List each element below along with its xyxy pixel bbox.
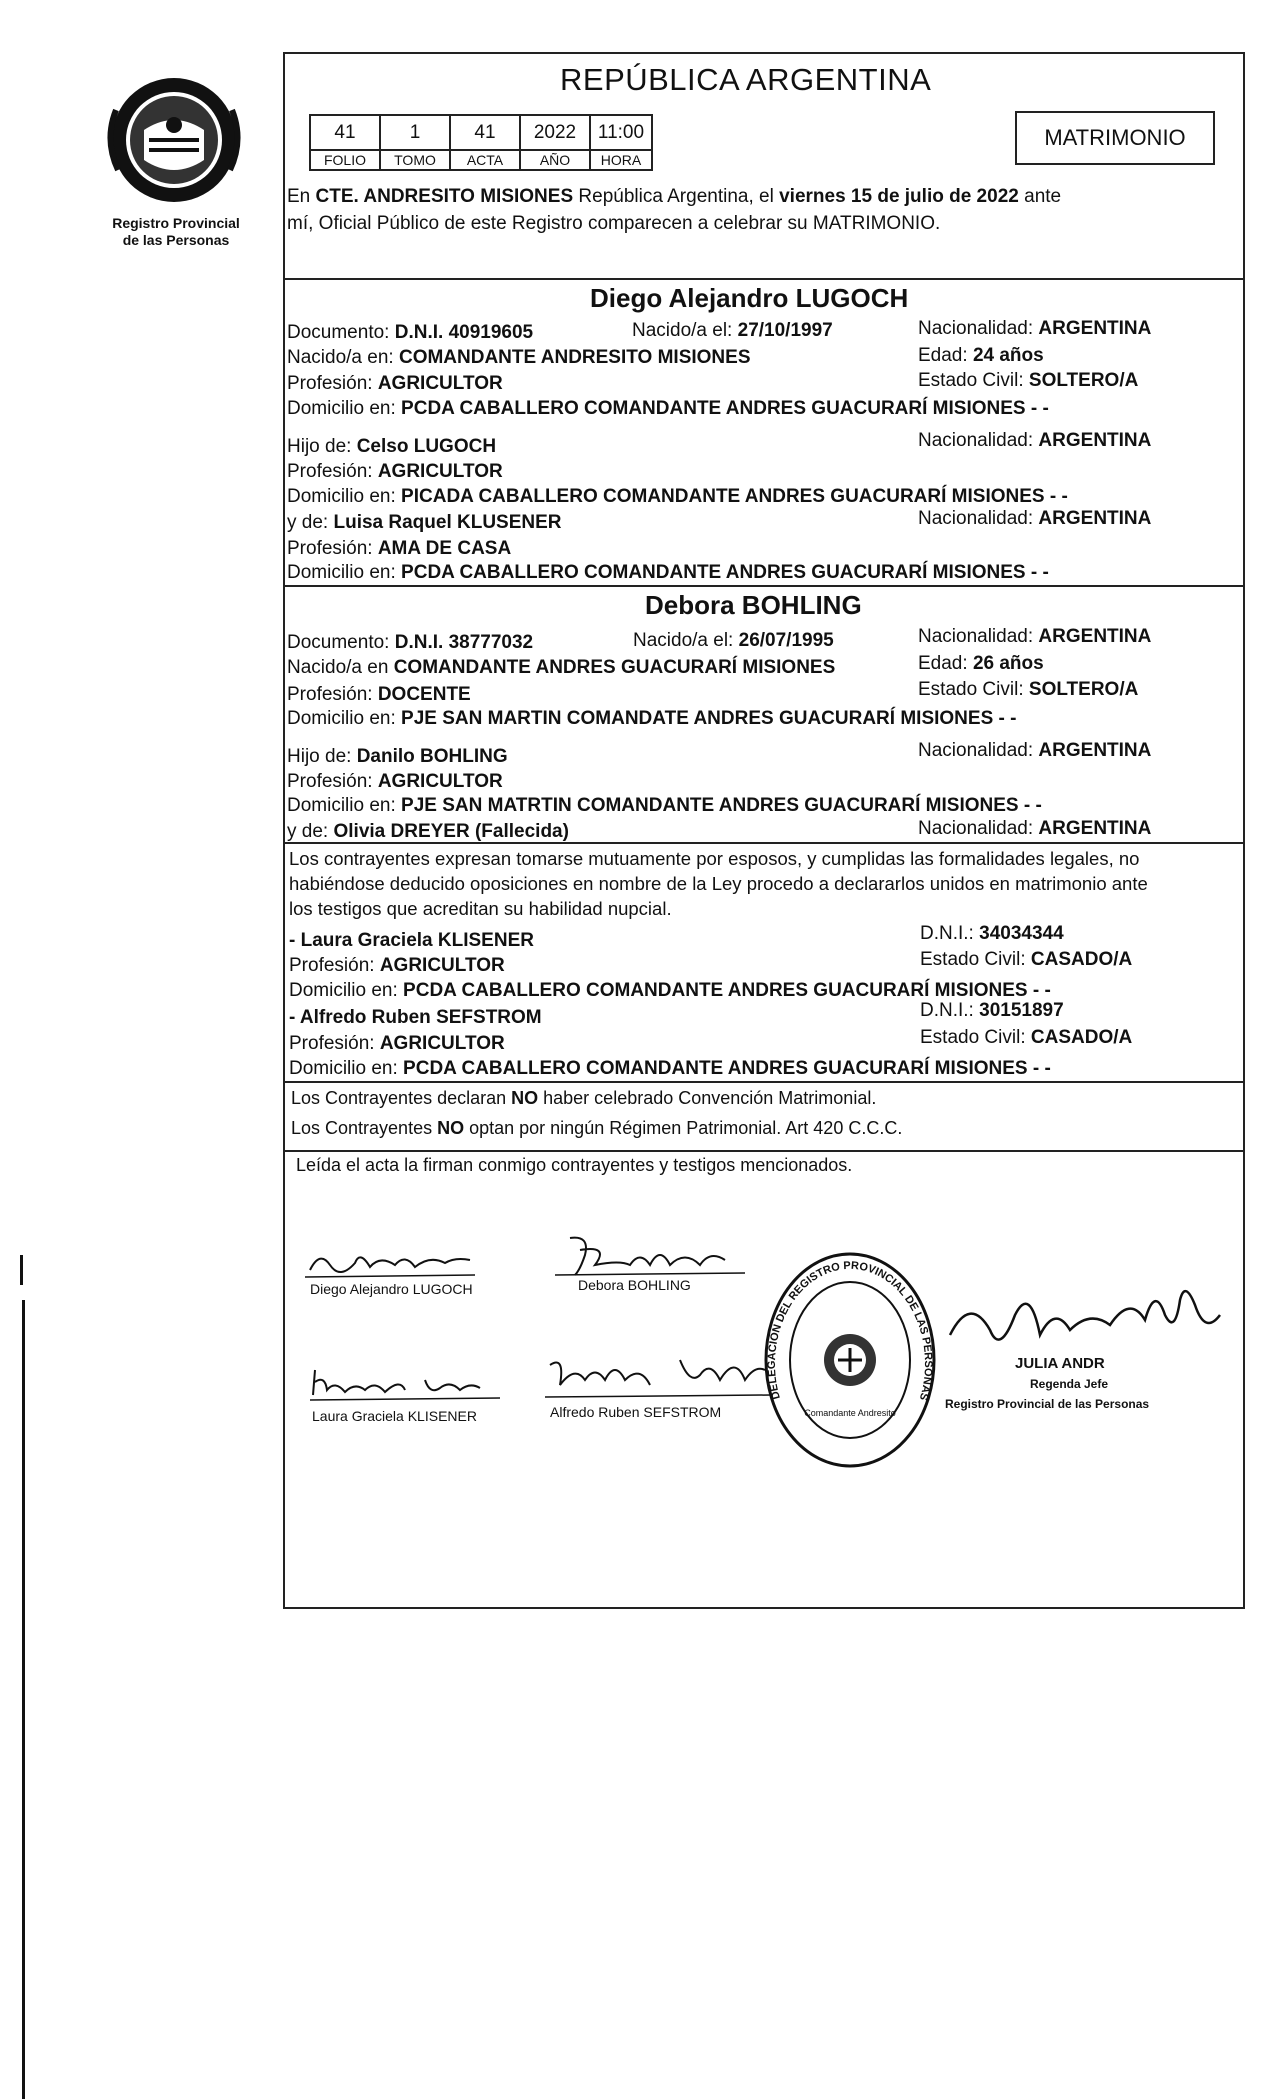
hour-value: 11:00 (590, 115, 652, 150)
intro-line-1: En CTE. ANDRESITO MISIONES República Argentina, el viernes 15 de julio de 2022 ante (287, 186, 1062, 207)
groom-nationality: Nacionalidad: ARGENTINA (918, 318, 1152, 339)
witness-2-address: Domicilio en: PCDA CABALLERO COMANDANTE ANDRES GUACURARÍ MISIONES - - (289, 1058, 1051, 1079)
groom-mother-nationality: Nacionalidad: ARGENTINA (918, 508, 1152, 529)
declaration-line-2: habiéndose deducido oposiciones en nombre de la Ley procedo a declararlos unidos en matrimonio ante (289, 873, 1148, 894)
seal-text: DELEGACIÓN DEL REGISTRO PROVINCIAL DE LAS PERSONAS (765, 1259, 935, 1402)
acta-value: 41 (450, 115, 520, 150)
bride-civil-status: Estado Civil: SOLTERO/A (918, 679, 1139, 700)
registry-table (309, 114, 653, 171)
provincial-logo (104, 70, 244, 210)
bride-signature-label: Debora BOHLING (578, 1277, 691, 1293)
folio-value: 41 (310, 115, 380, 150)
divider (283, 1081, 1245, 1083)
groom-document: Documento: D.N.I. 40919605 (287, 322, 534, 343)
folio-label: FOLIO (310, 150, 380, 170)
official-stamp-line-2: Regenda Jefe (1030, 1377, 1109, 1391)
intro-line-2: mí, Oficial Público de este Registro comparecen a celebrar su MATRIMONIO. (287, 213, 941, 234)
groom-mother-profession: Profesión: AMA DE CASA (287, 538, 512, 559)
bride-birthplace: Nacido/a en COMANDANTE ANDRES GUACURARÍ MISIONES (287, 657, 836, 678)
groom-signature (300, 1245, 480, 1285)
witness-2-dni: D.N.I.: 30151897 (920, 1000, 1064, 1021)
divider (283, 1150, 1245, 1152)
groom-mother: y de: Luisa Raquel KLUSENER (287, 512, 562, 533)
divider (283, 585, 1245, 587)
scan-edge-line (22, 1300, 25, 2099)
country-title: REPÚBLICA ARGENTINA (560, 62, 932, 97)
witness-1-civil-status: Estado Civil: CASADO/A (920, 949, 1133, 970)
witness-2-signature-label: Alfredo Ruben SEFSTROM (550, 1404, 722, 1420)
declaration-line-3: los testigos que acreditan su habilidad nupcial. (289, 898, 672, 919)
witness-2-signature (540, 1345, 780, 1405)
witness-2-civil-status: Estado Civil: CASADO/A (920, 1027, 1133, 1048)
bride-father-nationality: Nacionalidad: ARGENTINA (918, 740, 1152, 761)
bride-mother: y de: Olivia DREYER (Fallecida) (287, 821, 569, 842)
bride-name: Debora BOHLING (645, 590, 862, 620)
witness-1-name: - Laura Graciela KLISENER (289, 930, 534, 951)
groom-name: Diego Alejandro LUGOCH (590, 283, 909, 313)
bride-nationality: Nacionalidad: ARGENTINA (918, 626, 1152, 647)
groom-profession: Profesión: AGRICULTOR (287, 373, 503, 394)
groom-civil-status: Estado Civil: SOLTERO/A (918, 370, 1139, 391)
groom-signature-label: Diego Alejandro LUGOCH (310, 1281, 473, 1297)
acta-label: ACTA (450, 150, 520, 170)
witness-2-name: - Alfredo Ruben SEFSTROM (289, 1007, 542, 1028)
official-stamp-line-3: Registro Provincial de las Personas (945, 1397, 1150, 1411)
groom-mother-address: Domicilio en: PCDA CABALLERO COMANDANTE ANDRES GUACURARÍ MISIONES - - (287, 562, 1049, 583)
bride-profession: Profesión: DOCENTE (287, 684, 471, 705)
groom-father-nationality: Nacionalidad: ARGENTINA (918, 430, 1152, 451)
witness-1-address: Domicilio en: PCDA CABALLERO COMANDANTE ANDRES GUACURARÍ MISIONES - - (289, 980, 1051, 1001)
bride-father: Hijo de: Danilo BOHLING (287, 746, 508, 767)
groom-father-address: Domicilio en: PICADA CABALLERO COMANDANTE ANDRES GUACURARÍ MISIONES - - (287, 486, 1068, 507)
scan-edge-mark (20, 1255, 23, 1285)
groom-birthplace: Nacido/a en: COMANDANTE ANDRESITO MISIONES (287, 347, 751, 368)
witness-2-profession: Profesión: AGRICULTOR (289, 1033, 505, 1054)
tomo-label: TOMO (380, 150, 450, 170)
bride-age: Edad: 26 años (918, 653, 1044, 674)
convention-line-2: Los Contrayentes NO optan por ningún Régimen Patrimonial. Art 420 C.C.C. (291, 1118, 903, 1138)
hour-label: HORA (590, 150, 652, 170)
bride-father-profession: Profesión: AGRICULTOR (287, 771, 503, 792)
bride-father-address: Domicilio en: PJE SAN MATRTIN COMANDANTE ANDRES GUACURARÍ MISIONES - - (287, 795, 1042, 816)
bride-address: Domicilio en: PJE SAN MARTIN COMANDATE ANDRES GUACURARÍ MISIONES - - (287, 708, 1017, 729)
declaration-line-1: Los contrayentes expresan tomarse mutuamente por esposos, y cumplidas las formalidades legales, no (289, 848, 1140, 869)
official-stamp-line-1: JULIA ANDR (1015, 1355, 1105, 1372)
witness-1-signature (305, 1360, 505, 1405)
year-label: AÑO (520, 150, 590, 170)
groom-father: Hijo de: Celso LUGOCH (287, 436, 497, 457)
convention-line-1: Los Contrayentes declaran NO haber celebrado Convención Matrimonial. (291, 1088, 877, 1108)
witness-1-dni: D.N.I.: 34034344 (920, 923, 1064, 944)
year-value: 2022 (520, 115, 590, 150)
closing-statement: Leída el acta la firman conmigo contrayentes y testigos mencionados. (296, 1155, 853, 1175)
seal-inner-text: Comandante Andresito (804, 1408, 896, 1418)
groom-age: Edad: 24 años (918, 345, 1044, 366)
groom-father-profession: Profesión: AGRICULTOR (287, 461, 503, 482)
groom-birthdate: Nacido/a el: 27/10/1997 (632, 320, 833, 341)
bride-mother-nationality: Nacionalidad: ARGENTINA (918, 818, 1152, 839)
witness-1-profession: Profesión: AGRICULTOR (289, 955, 505, 976)
logo-caption: Registro Provincial de las Personas (112, 215, 240, 248)
official-seal (760, 1248, 940, 1473)
divider (283, 278, 1245, 280)
bride-birthdate: Nacido/a el: 26/07/1995 (633, 630, 834, 651)
witness-1-signature-label: Laura Graciela KLISENER (312, 1408, 477, 1424)
groom-address: Domicilio en: PCDA CABALLERO COMANDANTE ANDRES GUACURARÍ MISIONES - - (287, 398, 1049, 419)
bride-document: Documento: D.N.I. 38777032 (287, 632, 534, 653)
tomo-value: 1 (380, 115, 450, 150)
document-type-box: MATRIMONIO (1015, 111, 1215, 165)
